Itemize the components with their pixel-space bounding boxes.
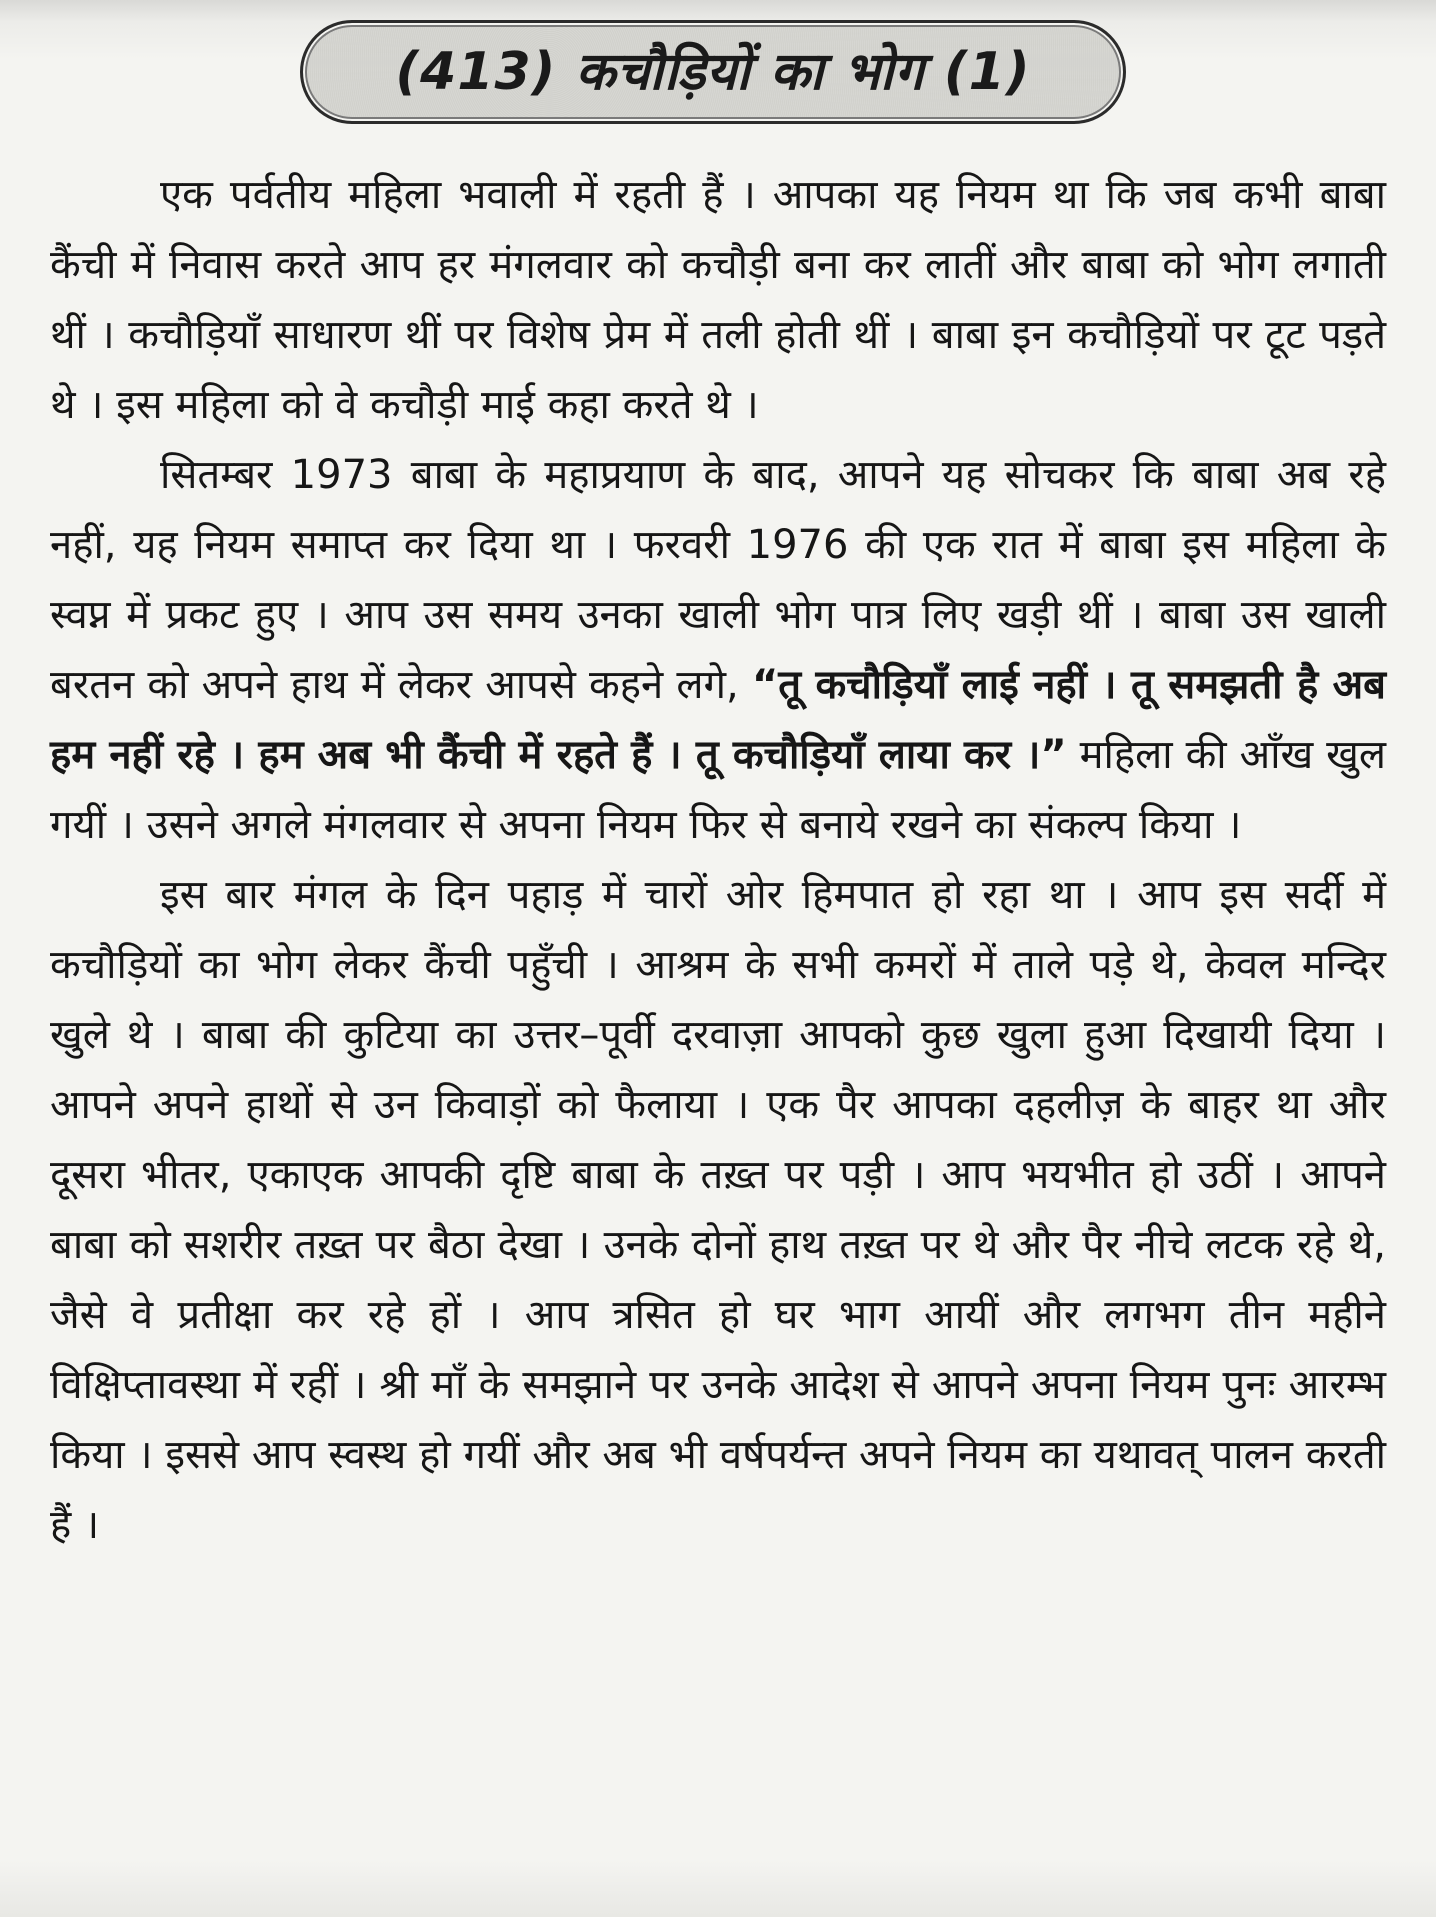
chapter-header bbox=[300, 10, 1130, 132]
paragraph-1: एक पर्वतीय महिला भवाली में रहती हैं । आपका यह नियम था कि जब कभी बाबा कैंची में निवास करते आप हर मंगलवार को कचौड़ी बना कर लातीं और बाबा को भोग लगाती थीं । कचौड़ियाँ साधारण थीं पर विशेष प्रेम में तली होती थीं । बाबा इन कचौड़ियों पर टूट पड़ते थे । इस महिला को वे कचौड़ी माई कहा करते थे । bbox=[50, 172, 1386, 428]
chapter-title: (413) कचौड़ियों का भोग (1) bbox=[395, 42, 1031, 102]
paragraph-2-text-start: सितम्बर 1973 बाबा के महाप्रयाण के बाद, आपने यह सोचकर कि बाबा अब रहे नहीं, यह नियम समाप्त कर दिया था । फरवरी 1976 की एक रात में बाबा इस महिला के स्वप्न में प्रकट हुए । आप उस समय उनका खाली भोग पात्र लिए खड़ी थीं । बाबा उस खाली बरतन को अपने हाथ में लेकर आपसे कहने लगे, bbox=[50, 452, 1387, 708]
paragraph-2-text-end: महिला की आँख खुल गयीं । उसने अगले मंगलवार से अपना नियम फिर से बनाये रखने का संकल्प किया । bbox=[50, 732, 1386, 848]
paragraph-2 bbox=[50, 440, 1386, 860]
paragraph-3: इस बार मंगल के दिन पहाड़ में चारों ओर हिमपात हो रहा था । आप इस सर्दी में कचौड़ियों का भोग लेकर कैंची पहुँची । आश्रम के सभी कमरों में ताले पड़े थे, केवल मन्दिर खुले थे । बाबा की कुटिया का उत्तर–पूर्वी दरवाज़ा आपको कुछ खुला हुआ दिखायी दिया । आपने अपने हाथों से उन किवाड़ों को फैलाया । एक पैर आपका दहलीज़ के बाहर था और दूसरा भीतर, एकाएक आपकी दृष्टि बाबा के तख़्त पर पड़ी । आप भयभीत हो उठीं । आपने बाबा को सशरीर तख़्त पर बैठा देखा । उनके दोनों हाथ तख़्त पर थे और पैर नीचे लटक रहे थे, जैसे वे प्रतीक्षा कर रहे हों । आप त्रसित हो घर भाग आयीं और लगभग तीन महीने विक्षिप्तावस्था में रहीं । श्री माँ के समझाने पर उनके आदेश से आपने अपना नियम पुनः आरम्भ किया । इससे आप स्वस्थ हो गयीं और अब भी वर्षपर्यन्त अपने नियम का यथावत् पालन करती हैं । bbox=[50, 872, 1386, 1548]
baba-quote: “तू कचौड़ियाँ लाई नहीं । तू समझती है अब हम नहीं रहे । हम अब भी कैंची में रहते हैं । तू कचौड़ियाँ लाया कर ।” bbox=[50, 662, 1386, 778]
chapter-body bbox=[50, 160, 1386, 1560]
